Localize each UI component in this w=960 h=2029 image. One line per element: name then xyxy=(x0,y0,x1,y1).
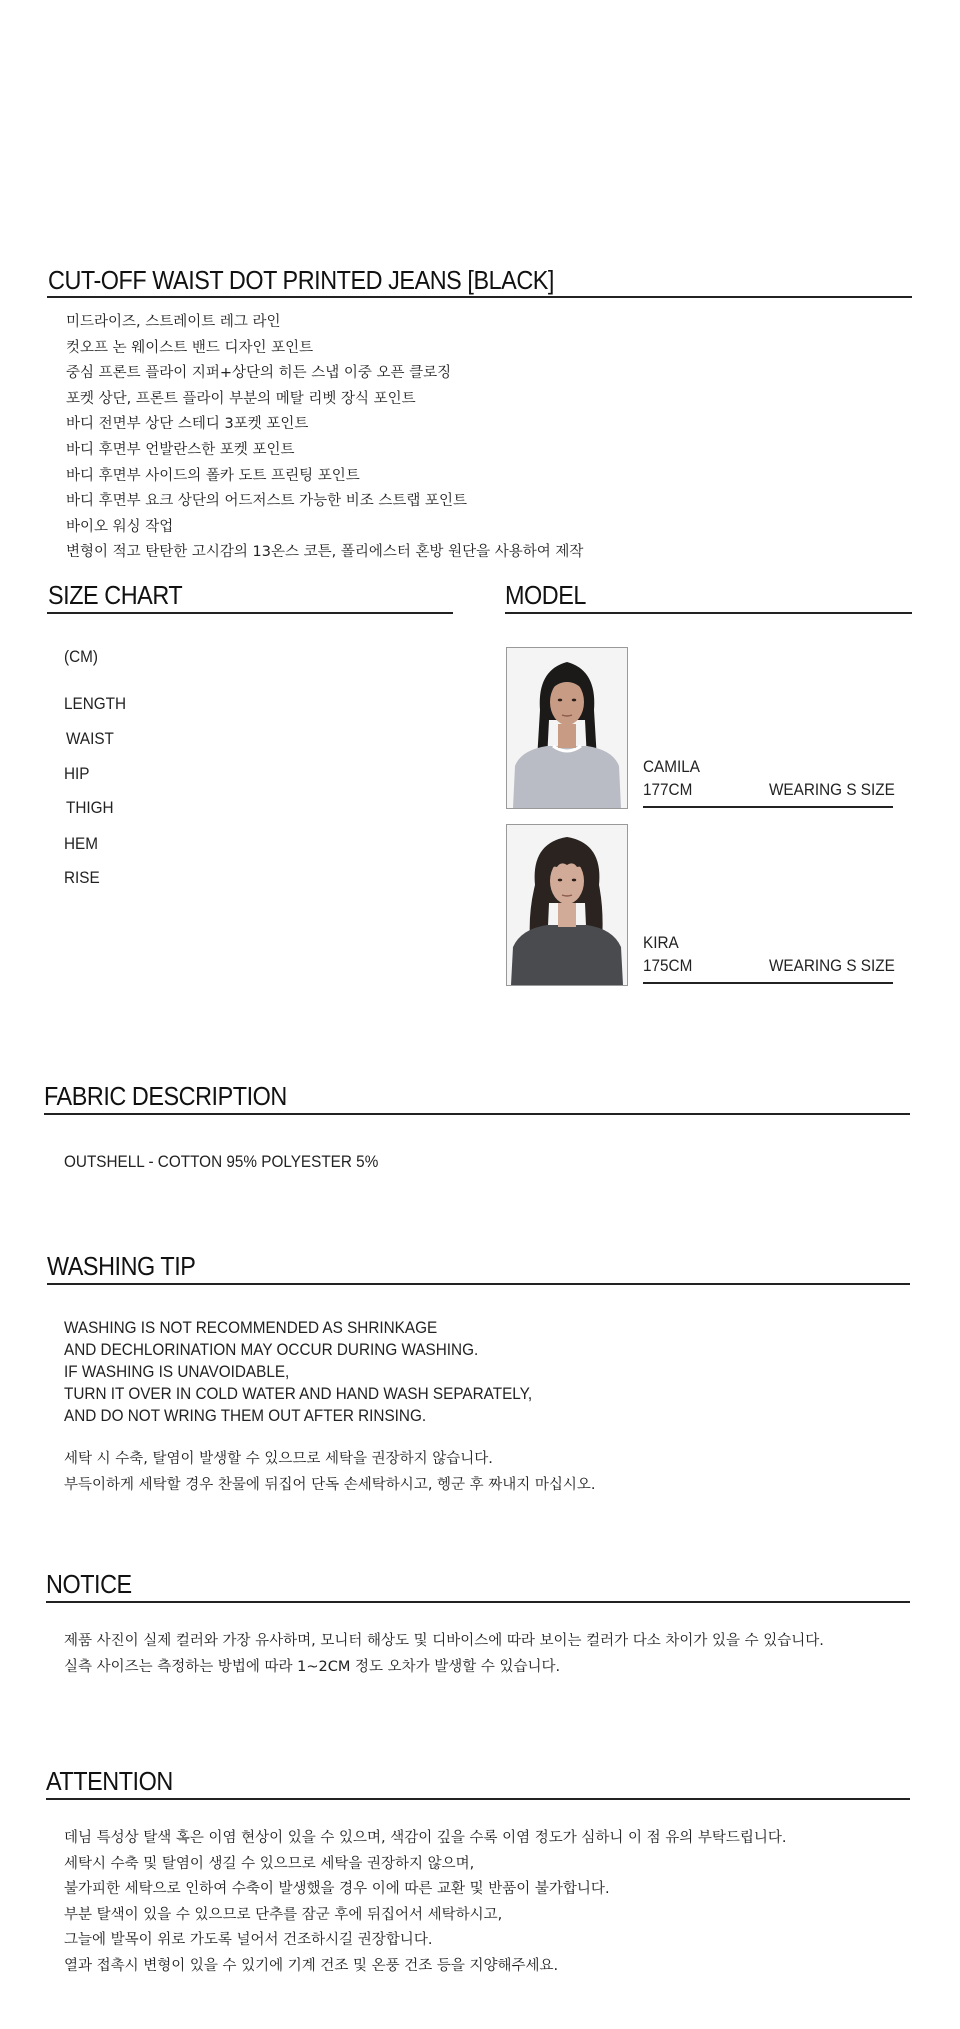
attention-heading: ATTENTION xyxy=(46,1766,173,1796)
washing-line: IF WASHING IS UNAVOIDABLE, xyxy=(64,1362,290,1381)
washing-line: TURN IT OVER IN COLD WATER AND HAND WASH SEPARATELY, xyxy=(64,1384,533,1403)
washing-divider xyxy=(47,1283,910,1285)
notice-heading: NOTICE xyxy=(46,1569,132,1599)
list-item: 미드라이즈, 스트레이트 레그 라인 xyxy=(66,314,281,330)
washing-line: 부득이하게 세탁할 경우 찬물에 뒤집어 단독 손세탁하시고, 헹군 후 짜내지 마십시오. xyxy=(64,1476,596,1493)
attention-text xyxy=(64,1826,787,1980)
attention-line: 그늘에 발목이 위로 가도록 널어서 건조하시길 권장합니다. xyxy=(64,1932,433,1949)
fabric-divider xyxy=(44,1113,910,1115)
washing-line: WASHING IS NOT RECOMMENDED AS SHRINKAGE xyxy=(64,1318,438,1337)
list-item: 바디 후면부 요크 상단의 어드저스트 가능한 비조 스트랩 포인트 xyxy=(66,493,468,510)
notice-text xyxy=(64,1629,824,1680)
list-item: 컷오프 논 웨이스트 밴드 디자인 포인트 xyxy=(66,339,314,356)
list-item: 바이오 워싱 작업 xyxy=(66,518,174,535)
model-divider xyxy=(505,612,912,614)
size-chart-table xyxy=(0,0,480,900)
attention-line: 불가피한 세탁으로 인하여 수축이 발생했을 경우 이에 따른 교환 및 반품이 불가합니다. xyxy=(64,1881,610,1898)
notice-divider xyxy=(46,1601,910,1603)
model-portrait-kira xyxy=(507,825,627,985)
list-item: 포켓 상단, 프론트 플라이 부분의 메탈 리벳 장식 포인트 xyxy=(66,390,416,407)
model-underline xyxy=(643,806,893,808)
model-name-kira: KIRA xyxy=(643,933,679,952)
row-label-thigh: THIGH xyxy=(66,798,114,817)
model-portrait-camila xyxy=(507,648,627,808)
row-label-length: LENGTH xyxy=(64,694,127,713)
row-label-waist: WAIST xyxy=(66,729,114,748)
model-name-camila: CAMILA xyxy=(643,757,700,776)
washing-english xyxy=(64,1317,584,1427)
list-item: 바디 전면부 상단 스테디 3포켓 포인트 xyxy=(66,416,309,433)
list-item: 바디 후면부 언발란스한 포켓 포인트 xyxy=(66,441,295,458)
list-item: 변형이 적고 탄탄한 고시감의 13온스 코튼, 폴리에스터 혼방 원단을 사용하여 제작 xyxy=(66,544,584,561)
attention-line: 세탁시 수축 및 탈염이 생길 수 있으므로 세탁을 권장하지 않으며, xyxy=(64,1855,475,1872)
notice-line: 제품 사진이 실제 컬러와 가장 유사하며, 모니터 해상도 및 디바이스에 따라 보이는 컬러가 다소 차이가 있을 수 있습니다. xyxy=(64,1633,824,1649)
fabric-text: OUTSHELL - COTTON 95% POLYESTER 5% xyxy=(64,1152,379,1171)
washing-heading: WASHING TIP xyxy=(47,1251,196,1281)
model-height-kira: 175CM xyxy=(643,956,693,975)
washing-korean xyxy=(64,1447,596,1498)
model-heading: MODEL xyxy=(505,580,586,610)
model-size-kira: WEARING S SIZE xyxy=(769,956,895,975)
list-item: 중심 프론트 플라이 지퍼+상단의 히든 스냅 이중 오픈 클로징 xyxy=(66,365,452,382)
model-underline xyxy=(643,982,893,984)
unit-label: (CM) xyxy=(64,647,98,666)
washing-line: 세탁 시 수축, 탈염이 발생할 수 있으므로 세탁을 권장하지 않습니다. xyxy=(64,1451,493,1467)
washing-line: AND DO NOT WRING THEM OUT AFTER RINSING. xyxy=(64,1406,427,1425)
fabric-heading: FABRIC DESCRIPTION xyxy=(44,1081,287,1111)
attention-divider xyxy=(46,1798,910,1800)
model-height-camila: 177CM xyxy=(643,780,693,799)
row-label-hem: HEM xyxy=(64,834,99,853)
model-size-camila: WEARING S SIZE xyxy=(769,780,895,799)
row-label-rise: RISE xyxy=(64,868,100,887)
size-chart-heading: SIZE CHART xyxy=(48,580,183,610)
model-photo-camila xyxy=(506,647,628,809)
model-photo-kira xyxy=(506,824,628,986)
washing-line: AND DECHLORINATION MAY OCCUR DURING WASHING. xyxy=(64,1340,479,1359)
product-title: CUT-OFF WAIST DOT PRINTED JEANS [BLACK] xyxy=(48,265,554,295)
notice-line: 실측 사이즈는 측정하는 방법에 따라 1~2CM 정도 오차가 발생할 수 있습니다. xyxy=(64,1658,561,1675)
list-item: 바디 후면부 사이드의 폴카 도트 프린팅 포인트 xyxy=(66,467,360,484)
attention-line: 열과 접촉시 변형이 있을 수 있기에 기계 건조 및 온풍 건조 등을 지양해주세요. xyxy=(64,1957,559,1974)
attention-line: 부분 탈색이 있을 수 있으므로 단추를 잠군 후에 뒤집어서 세탁하시고, xyxy=(64,1906,503,1923)
attention-line: 데님 특성상 탈색 혹은 이염 현상이 있을 수 있으며, 색감이 깊을 수록 이염 정도가 심하니 이 점 유의 부탁드립니다. xyxy=(64,1830,787,1846)
row-label-hip: HIP xyxy=(64,764,90,783)
